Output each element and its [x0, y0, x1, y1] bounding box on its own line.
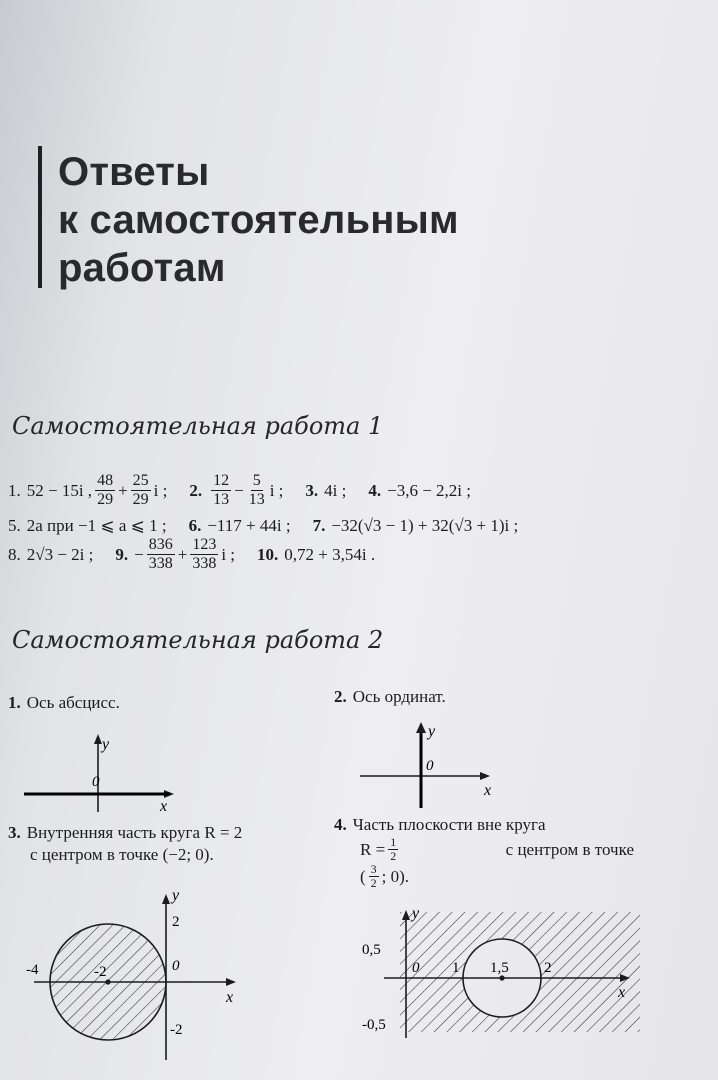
operator: + — [177, 544, 188, 564]
fraction-denominator: 338 — [148, 555, 173, 572]
y-arrow-icon — [162, 894, 170, 904]
fraction — [369, 863, 379, 890]
fraction — [131, 472, 151, 509]
fraction-numerator: 1 — [390, 835, 397, 849]
page-title-line-1: Ответы — [58, 150, 210, 194]
fraction-denominator: 338 — [192, 555, 217, 572]
answer-text: Часть плоскости вне круга — [352, 815, 546, 834]
answer-text: −32(√3 − 1) + 32(√3 + 1)i ; — [331, 516, 519, 535]
title-accent-bar — [38, 146, 42, 288]
x-arrow-icon — [480, 772, 490, 780]
y-label: y — [172, 887, 180, 904]
answer-text: 4i ; — [324, 480, 347, 500]
fraction-numerator: 25 — [132, 472, 149, 489]
page-title-line-3: работам — [58, 246, 226, 290]
answer-text: 2a при −1 ⩽ a ⩽ 1 ; — [26, 516, 167, 535]
answer-text: 52 − 15i , — [26, 480, 93, 500]
tick-label: 0,5 — [362, 942, 381, 958]
graph-2-y-axis — [356, 718, 506, 810]
tick-label: -2 — [170, 1022, 183, 1038]
tick-label: 1 — [452, 960, 460, 976]
origin-label: 0 — [412, 960, 420, 976]
answer-text: 0,72 + 3,54i . — [284, 544, 376, 564]
answer-number: 7. — [312, 516, 326, 535]
answer-text: Внутренняя часть круга R = 2 — [26, 823, 243, 842]
answer-text: i ; — [269, 480, 284, 500]
fraction-numerator: 48 — [97, 472, 114, 489]
answer-text: с центром в точке (−2; 0). — [30, 845, 214, 864]
answer-number: 5. — [8, 516, 21, 535]
tick-label: 2 — [172, 914, 180, 930]
fraction-denominator: 2 — [390, 849, 397, 863]
operator: + — [118, 480, 128, 500]
graph-1-x-axis — [20, 728, 180, 814]
fraction — [247, 472, 267, 509]
answer-text: −117 + 44i ; — [207, 516, 291, 535]
tick-label: -2 — [94, 964, 107, 980]
page-title-line-2: к самостоятельным — [58, 198, 459, 242]
page-title — [58, 148, 459, 292]
answer-text: ; 0). — [381, 866, 410, 886]
x-label: x — [226, 989, 234, 1006]
fraction-numerator: 12 — [213, 472, 230, 489]
answer-number: 9. — [115, 544, 129, 564]
answer-item-2 — [334, 686, 446, 708]
operator: − — [234, 480, 244, 500]
answer-number: 1. — [8, 693, 21, 712]
answer-number: 1. — [8, 480, 21, 500]
hatched-region — [400, 912, 640, 1032]
x-label: x — [484, 782, 492, 799]
circle-center-point — [105, 979, 110, 984]
fraction-denominator: 29 — [97, 491, 114, 508]
answer-text: Ось абсцисс. — [26, 693, 120, 712]
answer-item-4 — [334, 814, 634, 890]
fraction-numerator: 123 — [192, 536, 217, 553]
answer-text: i ; — [153, 480, 168, 500]
answer-text: R = — [360, 839, 386, 859]
tick-label: 2 — [544, 960, 552, 976]
answer-number: 2. — [334, 687, 347, 706]
fraction — [190, 536, 218, 573]
answer-text: с центром в точке — [505, 839, 634, 859]
answer-item-3 — [8, 822, 242, 866]
y-arrow-icon — [416, 722, 426, 733]
origin-label: 0 — [172, 958, 180, 974]
answer-number: 10. — [257, 544, 279, 564]
answer-text: −3,6 − 2,2i ; — [387, 480, 471, 500]
y-label: y — [102, 736, 110, 753]
fraction-denominator: 13 — [248, 491, 265, 508]
answer-number: 2. — [189, 480, 203, 500]
fraction-numerator: 5 — [252, 472, 261, 489]
graph-3-disk — [24, 886, 264, 1066]
y-label: y — [412, 905, 420, 922]
fraction — [95, 472, 115, 509]
fraction-numerator: 836 — [148, 536, 173, 553]
fraction-denominator: 29 — [132, 491, 149, 508]
x-label: x — [160, 798, 168, 814]
y-arrow-icon — [94, 734, 102, 744]
origin-label: 0 — [426, 758, 434, 774]
x-arrow-icon — [226, 978, 236, 986]
answers-row-3 — [8, 536, 375, 573]
answer-text: 2√3 − 2i ; — [26, 544, 94, 564]
fraction — [147, 536, 175, 573]
tick-label: -4 — [26, 962, 39, 978]
fraction-denominator: 13 — [213, 491, 230, 508]
answer-number: 4. — [334, 815, 347, 834]
answer-text: Ось ординат. — [352, 687, 446, 706]
operator: − — [134, 544, 144, 564]
answer-number: 4. — [368, 480, 382, 500]
x-label: x — [618, 984, 626, 1001]
answers-row-1 — [8, 472, 471, 509]
fraction — [211, 472, 231, 509]
fraction — [388, 836, 398, 863]
y-label: y — [428, 723, 436, 740]
tick-label: -0,5 — [362, 1017, 386, 1033]
answer-number: 8. — [8, 544, 21, 564]
fraction-numerator: 3 — [370, 862, 377, 876]
section-1-heading: Самостоятельная работа 1 — [12, 412, 384, 440]
answer-item-1 — [8, 692, 120, 714]
circle-center-point — [499, 975, 504, 980]
answer-text: ( — [360, 866, 366, 886]
answer-text: i ; — [221, 544, 236, 564]
graph-4-outside-disk — [360, 902, 650, 1042]
fraction-denominator: 2 — [370, 876, 377, 890]
answer-number: 3. — [305, 480, 319, 500]
answers-row-2 — [8, 516, 518, 536]
tick-label: 1,5 — [490, 960, 509, 976]
section-2-heading: Самостоятельная работа 2 — [12, 626, 384, 654]
origin-label: 0 — [92, 774, 100, 790]
answer-number: 3. — [8, 823, 21, 842]
answer-number: 6. — [188, 516, 202, 535]
